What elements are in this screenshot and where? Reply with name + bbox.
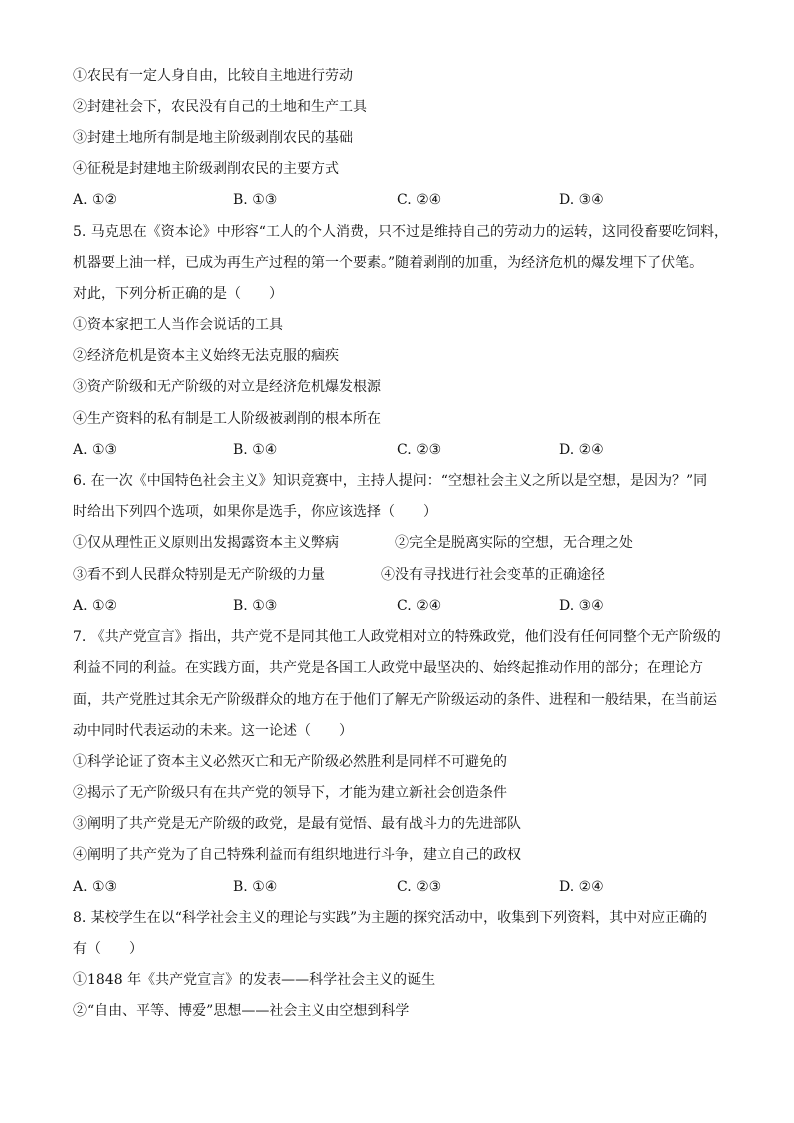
q6-items-row-2 xyxy=(73,565,733,585)
q5-item-2: ②经济危机是资本主义始终无法克服的痼疾 xyxy=(73,348,339,364)
q5-item-1: ①资本家把工人当作会说话的工具 xyxy=(73,317,283,333)
q6-stem-line-2: 时给出下列四个选项，如果你是选手，你应该选择（ ） xyxy=(73,504,437,520)
q7-option-b: B. ①④ xyxy=(233,879,278,895)
q7-stem-line-1: 7. 《共产党宣言》指出，共产党不是同其他工人政党相对立的特殊政党，他们没有任何同整个无产阶级的 xyxy=(73,629,721,645)
q6-item-3: ③看不到人民群众特别是无产阶级的力量 xyxy=(73,567,325,583)
q6-option-b: B. ①③ xyxy=(233,598,278,614)
q5-item-4: ④生产资料的私有制是工人阶级被剥削的根本所在 xyxy=(73,411,381,427)
q6-item-1: ①仅从理性正义原则出发揭露资本主义弊病 xyxy=(73,535,339,551)
q8-item-1: ①1848 年《共产党宣言》的发表——科学社会主义的诞生 xyxy=(73,972,436,988)
q4-option-d: D. ③④ xyxy=(559,192,604,208)
q7-options xyxy=(73,877,733,897)
q8-item-2: ②“自由、平等、博爱”思想——社会主义由空想到科学 xyxy=(73,1003,410,1019)
q6-option-a: A. ①② xyxy=(73,598,118,614)
q7-option-a: A. ①③ xyxy=(73,879,118,895)
q5-option-b: B. ①④ xyxy=(233,442,278,458)
q5-stem-line-1: 5. 马克思在《资本论》中形容“工人的个人消费，只不过是维持自己的劳动力的运转，这同役畜要吃饲料， xyxy=(73,224,728,240)
q5-stem-line-2: 机器要上油一样，已成为再生产过程的第一个要素。”随着剥削的加重，为经济危机的爆发埋下了伏笔。 xyxy=(73,255,704,271)
q6-stem-line-1: 6. 在一次《中国特色社会主义》知识竞赛中，主持人提问：“空想社会主义之所以是空想，是因为？”同 xyxy=(73,473,708,489)
q8-stem-line-2: 有（ ） xyxy=(73,941,143,957)
q4-item-1: ①农民有一定人身自由，比较自主地进行劳动 xyxy=(73,68,353,84)
q5-option-a: A. ①③ xyxy=(73,442,118,458)
q4-item-4: ④征税是封建地主阶级剥削农民的主要方式 xyxy=(73,161,339,177)
q7-item-4: ④阐明了共产党为了自己特殊利益而有组织地进行斗争，建立自己的政权 xyxy=(73,847,521,863)
q7-item-1: ①科学论证了资本主义必然灭亡和无产阶级必然胜利是同样不可避免的 xyxy=(73,754,507,770)
q4-option-b: B. ①③ xyxy=(233,192,278,208)
q8-stem-line-1: 8. 某校学生在以“科学社会主义的理论与实践”为主题的探究活动中，收集到下列资料，其中对应正确的 xyxy=(73,910,708,926)
q6-options xyxy=(73,596,733,616)
q5-stem-line-3: 对此，下列分析正确的是（ ） xyxy=(73,286,283,302)
q7-option-c: C. ②③ xyxy=(397,879,442,895)
q5-option-c: C. ②③ xyxy=(397,442,442,458)
q4-option-c: C. ②④ xyxy=(397,192,442,208)
q6-item-4: ④没有寻找进行社会变革的正确途径 xyxy=(381,567,605,583)
q5-option-d: D. ②④ xyxy=(559,442,604,458)
q6-option-d: D. ③④ xyxy=(559,598,604,614)
q7-item-3: ③阐明了共产党是无产阶级的政党，是最有觉悟、最有战斗力的先进部队 xyxy=(73,816,521,832)
q4-option-a: A. ①② xyxy=(73,192,118,208)
q4-item-3: ③封建土地所有制是地主阶级剥削农民的基础 xyxy=(73,130,353,146)
q6-item-2: ②完全是脱离实际的空想，无合理之处 xyxy=(395,535,633,551)
q7-option-d: D. ②④ xyxy=(559,879,604,895)
q5-item-3: ③资产阶级和无产阶级的对立是经济危机爆发根源 xyxy=(73,379,381,395)
q6-items-row-1 xyxy=(73,533,733,553)
q7-stem-line-2: 利益不同的利益。在实践方面，共产党是各国工人政党中最坚决的、始终起推动作用的部分；在理论方 xyxy=(73,660,703,676)
q7-stem-line-3: 面，共产党胜过其余无产阶级群众的地方在于他们了解无产阶级运动的条件、进程和一般结果，在当前运 xyxy=(73,692,717,708)
q4-options xyxy=(73,190,733,210)
q4-item-2: ②封建社会下，农民没有自己的土地和生产工具 xyxy=(73,99,367,115)
q6-option-c: C. ②④ xyxy=(397,598,442,614)
q7-item-2: ②揭示了无产阶级只有在共产党的领导下，才能为建立新社会创造条件 xyxy=(73,785,507,801)
q7-stem-line-4: 动中同时代表运动的未来。这一论述（ ） xyxy=(73,723,353,739)
q5-options xyxy=(73,440,733,460)
